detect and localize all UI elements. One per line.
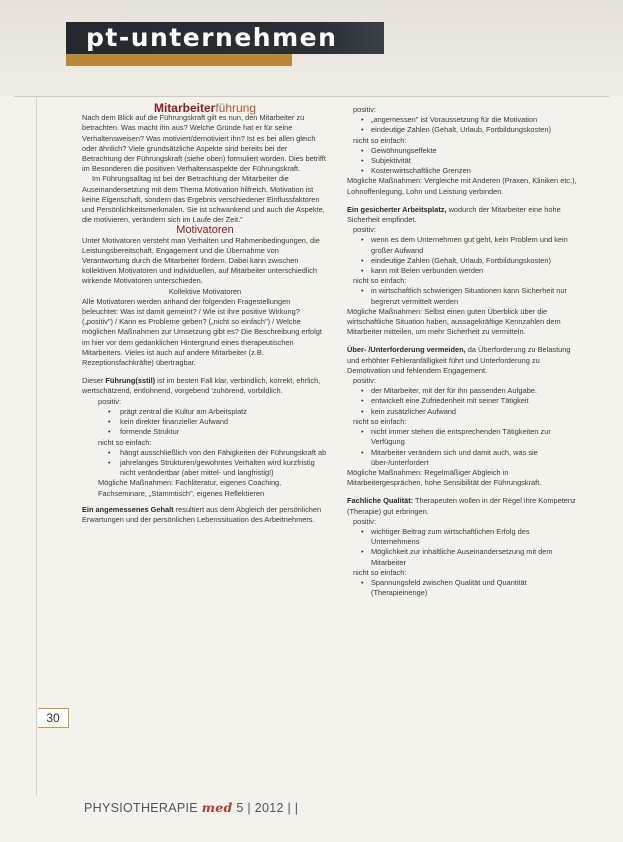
gehalt-paragraph — [82, 505, 328, 525]
list-item: • hängt ausschließlich von den Fähigkeiten der Führungskraft ab — [82, 448, 328, 458]
massnahmen-2: Mögliche Maßnahmen: Selbst einen guten Überblick über die wirtschaftliche Situation haben, aussagekräftige Kennzahlen dem Mitarbeiter mitteilen, um mehr Sicherheit zu vermitteln. — [347, 306, 561, 337]
fachlich-paragraph — [347, 496, 579, 516]
nicht-list — [82, 448, 328, 479]
margin-rule — [36, 96, 37, 796]
list-item: • Mitarbeiter verändern sich und damit auch, was sie über-/unterfordert — [347, 448, 579, 468]
ueber-rest: da Überforderung zu Belastung und erhöhter Fehleranfälligkeit führt und Unterforderung zu Demotivation und fehlendem Engagement. — [347, 345, 571, 375]
ueber-bold: Über- /Unterforderung vermeiden, — [347, 345, 466, 355]
list-item: • Subjektivität — [347, 156, 579, 166]
nicht-label: nicht so einfach: — [353, 135, 407, 145]
fachlich-rest: Therapeuten wollen in der Regel ihre Kompetenz (Therapie) gut erbringen. — [347, 496, 576, 516]
nicht-list-1 — [347, 146, 579, 177]
nicht-list-2 — [347, 286, 579, 306]
positiv-label-2: positiv: — [353, 225, 377, 235]
fachlich-bold: Fachliche Qualität: — [347, 496, 414, 506]
positiv-label-4: positiv: — [353, 516, 377, 526]
nicht-list-3 — [347, 427, 579, 468]
list-item: • kein direkter finanzieller Aufwand — [82, 417, 328, 427]
list-item: • entwickelt eine Zufriedenheit mit seiner Tätigkeit — [347, 396, 579, 406]
page-number: 30 — [38, 708, 69, 728]
positiv-list-2 — [347, 235, 579, 276]
list-item: • eindeutige Zahlen (Gehalt, Urlaub, Fortbildungskosten) — [347, 256, 579, 266]
list-item: • kein zusätzlicher Aufwand — [347, 407, 579, 417]
list-item: • formende Struktur — [82, 427, 328, 437]
list-item: • der Mitarbeiter, mit der für ihn passenden Aufgabe. — [347, 386, 579, 396]
fuehrung-paragraph — [82, 376, 328, 396]
motivatoren-heading: Motivatoren — [176, 224, 234, 237]
nicht-label: nicht so einfach: — [98, 437, 152, 447]
intro-paragraph-2: Im Führungsalltag ist bei der Betrachtung der Mitarbeiter die Auseinandersetzung mit dem Thema Motivation hilfreich. Motivation ist keine Eigenschaft, sondern das Ergebnis verschiedener Einflussfaktoren und Persönlichkeitsmerkmalen. Sie ist schwankend und auch die Aspekte, die motivieren, verändern sich im Laufe der Zeit." — [82, 174, 325, 225]
gehalt-rest: resultiert aus dem Abgleich der persönlichen Erwartungen und der persönlichen Lebenssituation des Arbeitnehmers. — [82, 504, 322, 524]
positiv-list-1 — [347, 115, 579, 135]
massnahmen-paragraph: Mögliche Maßnahmen: Fachliteratur, eigenes Coaching, Fachseminare, „Stammtisch", eigenes Reflektieren — [98, 478, 282, 498]
nicht-list-4 — [347, 578, 579, 598]
list-item: • Spannungsfeld zwischen Qualität und Quantität (Therapieinenge) — [347, 578, 579, 598]
footer — [84, 800, 298, 815]
positiv-label: positiv: — [98, 396, 122, 406]
positiv-list — [82, 407, 328, 438]
positiv-label: positiv: — [353, 105, 377, 114]
kollektive-paragraph: Alle Motivatoren werden anhand der folgenden Fragestellungen beleuchtet: Was ist damit gemeint? / Wie ist ihre positive Wirkung? („positiv") / Kann es Probleme geben? („nicht so einfach") / Welche möglichen Maßnahmen zur Umsetzung gibt es? Die Beschreibung erfolgt im hier vor dem gedanklichen Hintergrund eines therapeutischen Mitarbeiters. Vieles ist auch auf andere Mitarbeiter (z.B. Rezeptionsfachkräfte) übertragbar. — [82, 296, 322, 368]
nicht-label-2: nicht so einfach: — [353, 276, 407, 286]
list-item: • nicht immer stehen die entsprechenden Tätigkeiten zur Verfügung — [347, 427, 579, 447]
sicherheit-rest: wodurch der Mitarbeiter eine hohe Sicherheit empfindet. — [347, 204, 561, 225]
fuehrung-bold: Führung(sstil) — [105, 376, 156, 386]
gehalt-bold: Ein angemessenes Gehalt — [82, 504, 174, 514]
list-item: • „angemessen" ist Voraussetzung für die Motivation — [347, 115, 579, 125]
motivatoren-paragraph: Unter Motivatoren versteht man Verhalten und Rahmenbedingungen, die Leistungsbereitschaft, Engagement und die Übernahme von Verantwortung durch die Mitarbeiter fördern. Dabei kann zwischen kollektiven Motivatoren und individuellen, auf Mitarbeiter unterschiedlich wirkende Motivatoren unterschieden. — [82, 235, 320, 286]
sicherheit-paragraph — [347, 205, 579, 225]
list-item: • eindeutige Zahlen (Gehalt, Urlaub, Fortbildungskosten) — [347, 125, 579, 135]
list-item: • Gewöhnungseffekte — [347, 146, 579, 156]
kollektive-heading: Kollektive Motivatoren — [168, 286, 242, 296]
section-title-rest: führung — [215, 101, 257, 115]
list-item: • Kostenwirtschaftliche Grenzen — [347, 166, 579, 176]
ueber-paragraph — [347, 345, 579, 376]
nicht-label-4: nicht so einfach: — [353, 567, 407, 577]
sicherheit-bold: Ein gesicherter Arbeitsplatz, — [347, 204, 447, 214]
list-item: • wenn es dem Unternehmen gut geht, kein Problem und kein großer Aufwand — [347, 235, 579, 255]
footer-journal-med: med — [201, 800, 233, 815]
positiv-list-4 — [347, 527, 579, 568]
nicht-label-3: nicht so einfach: — [353, 416, 407, 426]
positiv-label-3: positiv: — [353, 376, 377, 386]
list-item: • wichtiger Beitrag zum wirtschaftlichen Erfolg des Unternehmens — [347, 527, 579, 547]
footer-issue: 5 | 2012 | | — [236, 801, 299, 815]
list-item: • prägt zentral die Kultur am Arbeitsplatz — [82, 407, 328, 417]
left-column — [82, 103, 328, 525]
list-item: • Möglichkeit zur inhaltliche Auseinandersetzung mit dem Mitarbeiter — [347, 547, 579, 567]
intro-paragraph-1: Nach dem Blick auf die Führungskraft gilt es nun, den Mitarbeiter zu betrachten. Was macht ihn aus? Welche Gründe hat er für seine Verhaltensweisen? Was motiviert/demotiviert ihn? Ist es bei allen gleich oder ähnlich? Viele grundsätzliche Aspekte sind bereits bei der Betrachtung der Führungskraft (siehe oben) formuliert worden. Dies betrifft im Besonderen die positiven Verhaltensaspekte der Führungskraft. — [82, 113, 326, 174]
list-item: • jahrelanges Strukturen/gewohntes Verhalten wird kurzfristig nicht verändertbar (aber mittel- und langfristig!) — [82, 458, 328, 478]
footer-journal: PHYSIOTHERAPIE — [84, 801, 198, 815]
header-accent-strip — [66, 54, 292, 66]
massnahmen-3: Mögliche Maßnahmen: Regelmäßiger Abgleich in Mitarbeitergesprächen, hohe Sensibilität der Führungskraft. — [347, 467, 542, 488]
right-column — [347, 105, 579, 598]
section-header-title: pt-unternehmen — [66, 22, 384, 54]
list-item: • in wirtschaftlich schwierigen Situationen kann Sicherheit nur begrenzt vermittelt werden — [347, 286, 579, 306]
positiv-list-3 — [347, 386, 579, 417]
massnahmen-1: Mögliche Maßnahmen: Vergleiche mit Anderen (Praxen, Kliniken etc.), Lohnoffenlegung, Lohn und Leistung verbinden. — [347, 176, 577, 196]
header-divider — [14, 96, 609, 97]
fuehrung-intro: Dieser — [82, 376, 104, 386]
section-title — [82, 103, 328, 113]
fuehrung-rest: ist im besten Fall klar, verbindlich, korrekt, ehrlich, wertschätzend, entlohnend, vorgebend 'zuhörend, vorbildlich. — [82, 376, 321, 396]
section-title-bold: Mitarbeiter — [153, 101, 216, 115]
list-item: • kann mit Belen verbunden werden — [347, 266, 579, 276]
